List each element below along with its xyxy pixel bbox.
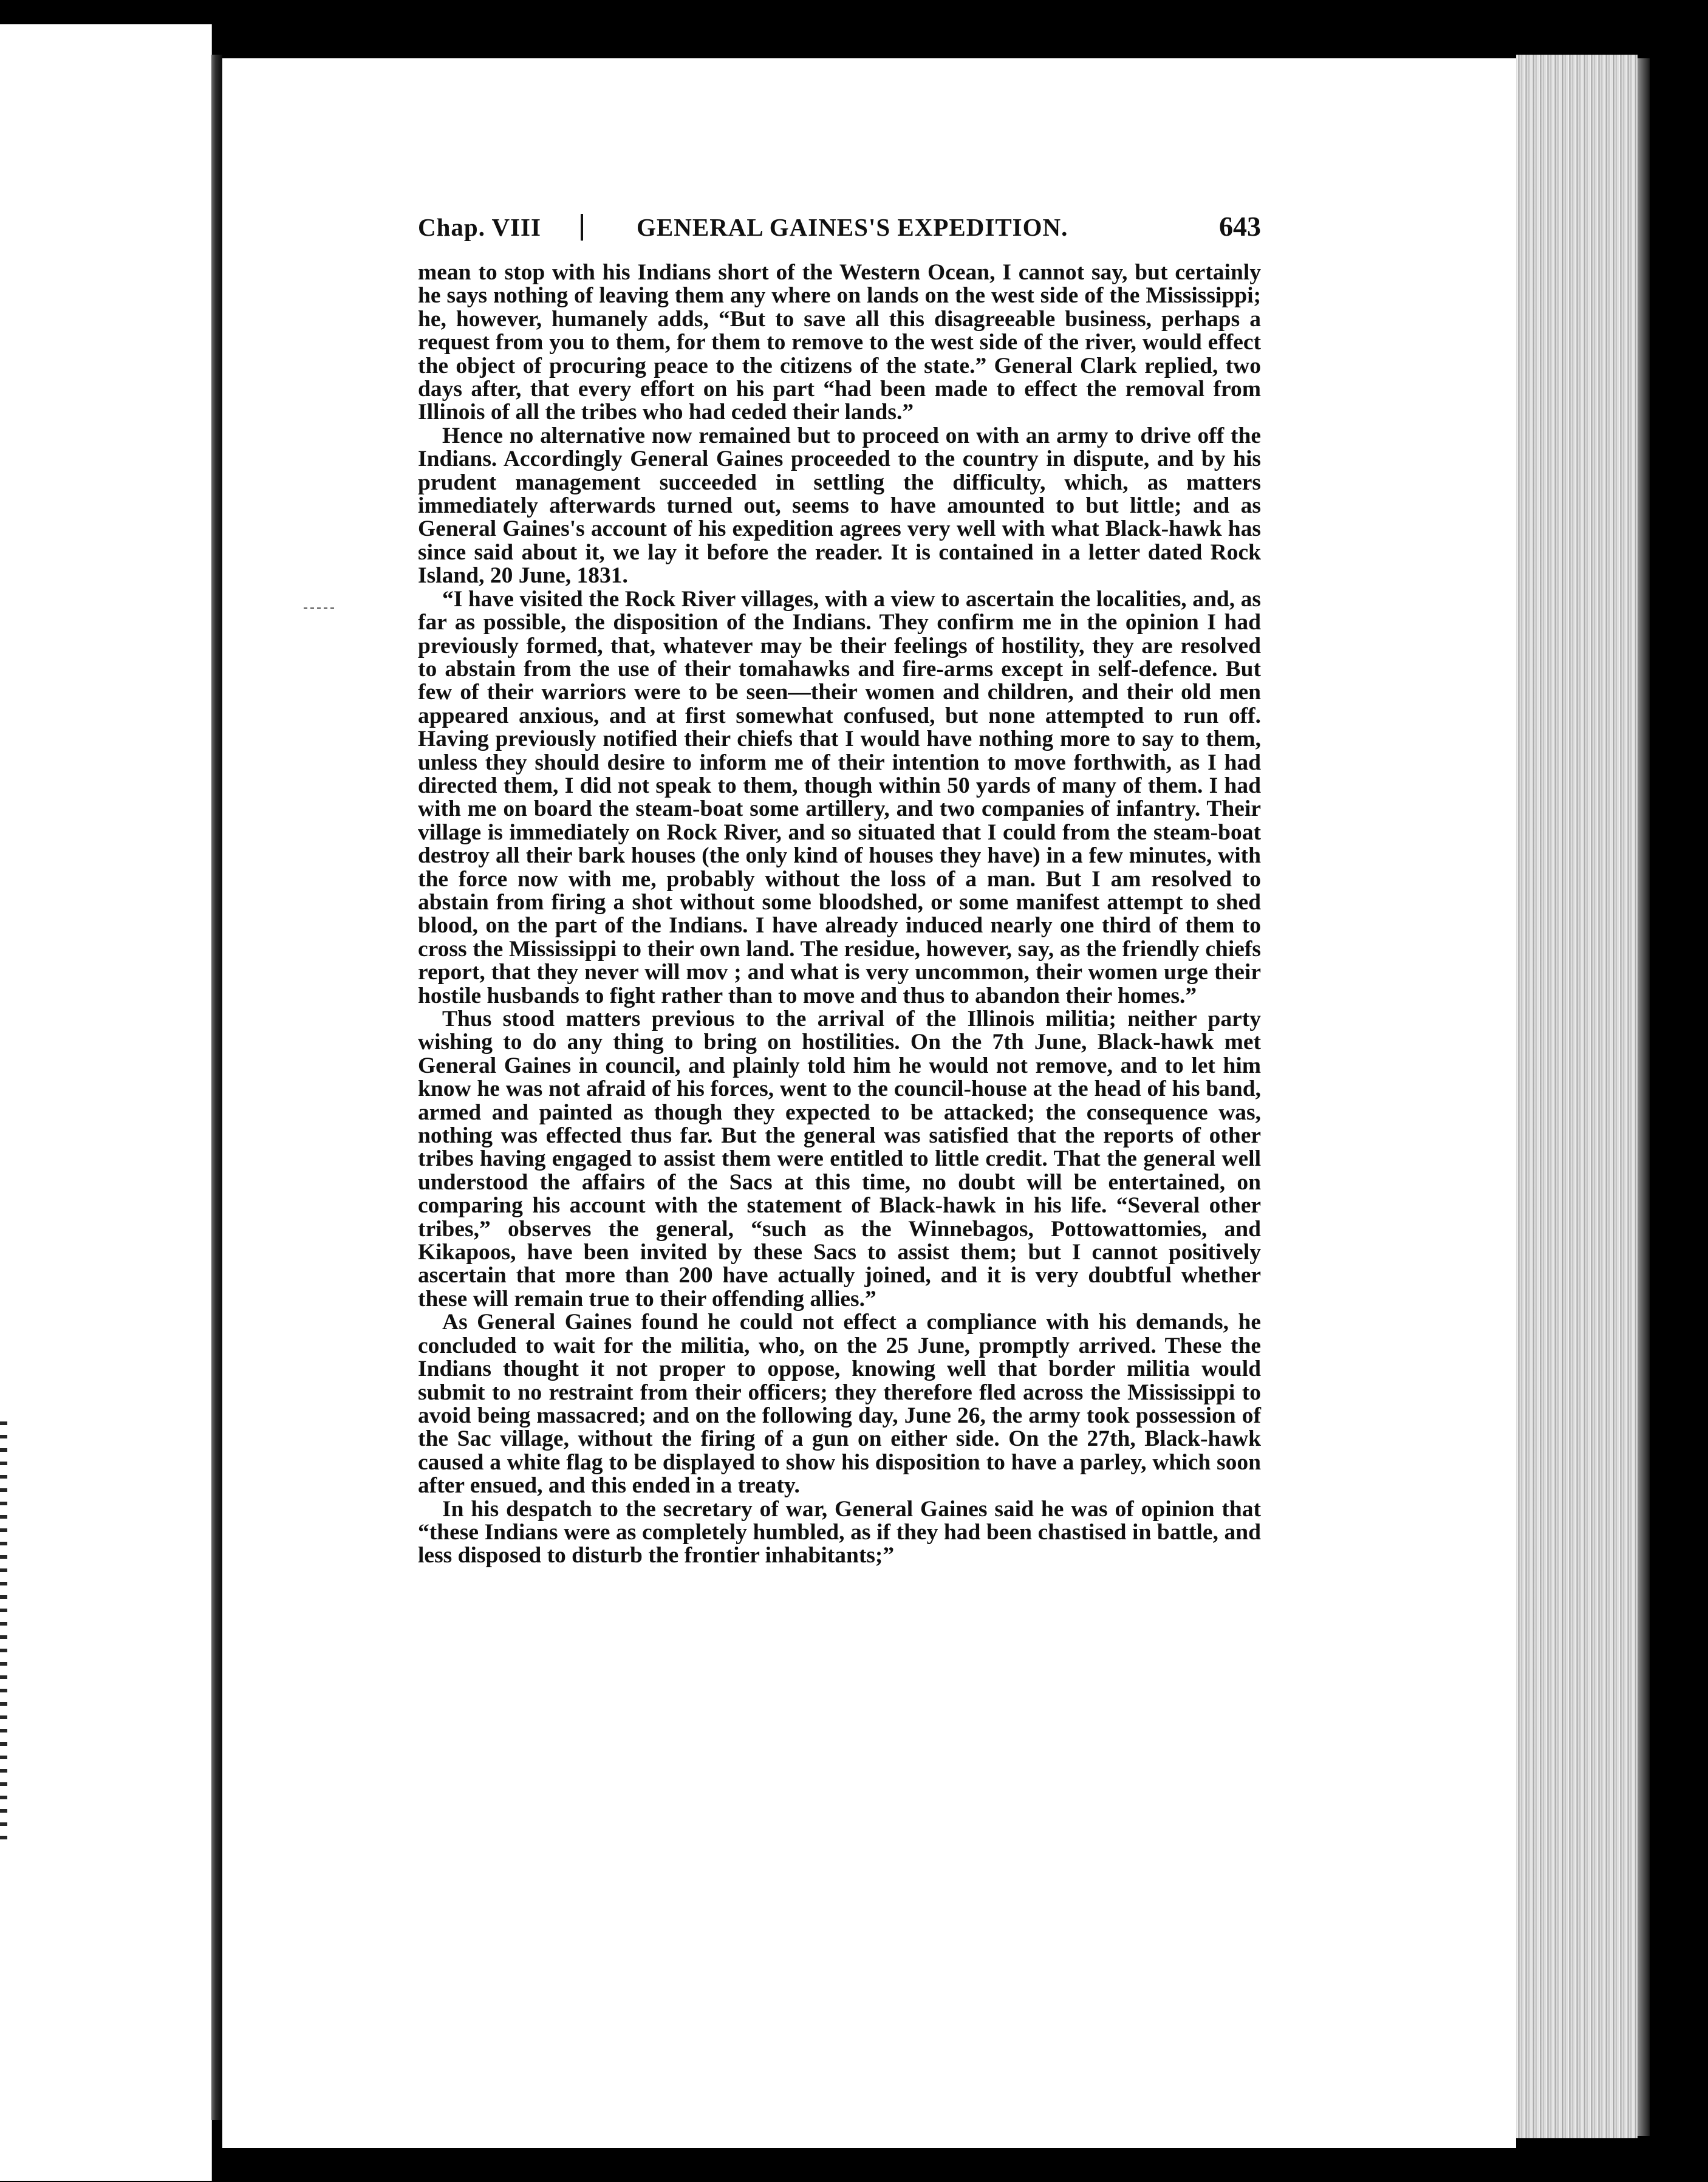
paragraph: mean to stop with his Indians short of the Western Ocean, I cannot say, but certainly he says nothing of leaving them any where on lands on the west side of the Mississippi; he, however, humanely adds, “But to save all this disagreeable business, perhaps a request from you to them, for them to remove to the west side of the river, would effect the object of procuring peace to the citizens of the state.” General Clark replied, two days after, that every effort on his part “had been made to effect the removal from Illinois of all the tribes who had ceded their lands.” (418, 260, 1261, 425)
paragraph: As General Gaines found he could not effect a compliance with his demands, he concluded to wait for the militia, who, on the 25 June, promptly arrived. These the Indians thought it not proper to oppose, knowing well that border militia would submit to no restraint from their officers; they therefore fled across the Mississippi to avoid being massacred; and on the following day, June 26, the army took possession of the Sac village, without the firing of a gun on either side. On the 27th, Black-hawk caused a white flag to be displayed to show his disposition to have a parley, which soon after ensued, and this ended in a treaty. (418, 1310, 1261, 1499)
running-head (418, 213, 1261, 249)
book-gutter (211, 55, 222, 2120)
running-title: GENERAL GAINES'S EXPEDITION. (637, 213, 1068, 241)
facing-page-edge (0, 24, 212, 2181)
paragraph: In his despatch to the secretary of war, General Gaines said he was of opinion that “these Indians were as completely humbled, as if they had been chastised in battle, and less disposed to disturb the frontier inhabitants;” (418, 1496, 1261, 1568)
chapter-label: Chap. VIII (418, 213, 541, 241)
body-text (418, 261, 1261, 1568)
paragraph: Hence no alternative now remained but to proceed on with an army to drive off the Indians. Accordingly General Gaines proceeded to the country in dispute, and by his prudent management succeeded in settling the difficulty, which, as matters immediately afterwards turned out, seems to have amounted to but little; and as General Gaines's account of his expedition agrees very well with what Black-hawk has since said about it, we lay it before the reader. It is contained in a letter dated Rock Island, 20 June, 1831. (418, 423, 1261, 589)
page-fore-edge (1516, 55, 1638, 2138)
chapter-separator-rule (581, 214, 583, 241)
paragraph: Thus stood matters previous to the arrival of the Illinois militia; neither party wishing to do any thing to bring on hostilities. On the 7th June, Black-hawk met General Gaines in council, and plainly told him he would not remove, and to let him know he was not afraid of his forces, went to the council-house at the head of his band, armed and painted as though they expected to be attacked; the consequence was, nothing was effected thus far. But the general was satisfied that the reports of other tribes having engaged to assist them were entitled to little credit. That the general well understood the affairs of the Sacs at this time, no doubt will be entertained, on comparing his account with the statement of Black-hawk in his life. “Several other tribes,” observes the general, “such as the Winnebagos, Pottowattomies, and Kikapoos, have been invited by these Sacs to assist them; but I cannot positively ascertain that more than 200 have actually joined, and it is very doubtful whether these will remain true to their offending allies.” (418, 1007, 1261, 1312)
page-number: 643 (1219, 211, 1261, 242)
facing-page-print-marks (0, 1421, 7, 1847)
paragraph: “I have visited the Rock River villages, with a view to ascertain the localities, and, as far as possible, the disposition of the Indians. They confirm me in the opinion I had previously formed, that, whatever may be their feelings of hostility, they are resolved to abstain from the use of their tomahawks and fire-arms except in self-defence. But few of their warriors were to be seen—their women and children, and their old men appeared anxious, and at first somewhat confused, but none attempted to run off. Having previously notified their chiefs that I would have nothing more to say to them, unless they should desire to inform me of their intention to move forthwith, as I had directed them, I did not speak to them, though within 50 yards of many of them. I had with me on board the steam-boat some artillery, and two companies of infantry. Their village is immediately on Rock River, and so situated that I could from the steam-boat destroy all their bark houses (the only kind of houses they have) in a few minutes, with the force now with me, probably without the loss of a man. But I am resolved to abstain from firing a shot without some bloodshed, or some manifest attempt to shed blood, on the part of the Indians. I have already induced nearly one third of them to cross the Mississippi to their own land. The residue, however, say, as the friendly chiefs report, that they never will mov ; and what is very uncommon, their women urge their hostile husbands to fight rather than to move and thus to abandon their homes.” (418, 586, 1261, 1008)
margin-mark (304, 607, 335, 609)
book-cover-edge (1638, 58, 1650, 2136)
